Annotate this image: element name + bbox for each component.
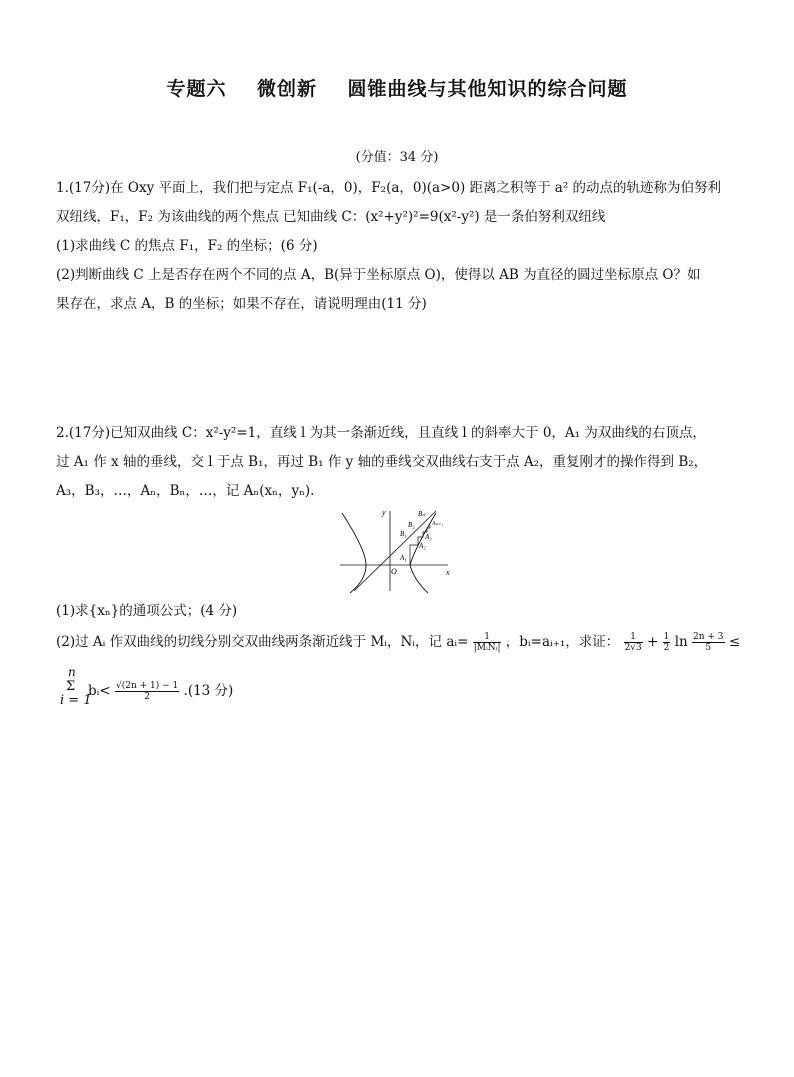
frac-a	[473, 632, 502, 653]
q2-line-4: (1)求{xₙ}的通项公式；(4 分)	[56, 603, 238, 619]
label-b2: B₂	[408, 521, 415, 529]
frac-a-num: 1	[473, 632, 502, 643]
q1-line-2: 双纽线，F₁，F₂ 为该曲线的两个焦点 已知曲线 C：(x²+y²)²=9(x²-y²) 是一条伯努利双纽线	[56, 209, 606, 225]
sum-lower: i = 1	[60, 693, 92, 708]
frac-b-num: 1	[624, 632, 643, 643]
label-y: y	[382, 508, 386, 517]
frac-d-num: 2n + 3	[693, 632, 724, 642]
sum-end-text: .(13 分)	[183, 683, 234, 699]
frac-c	[663, 632, 671, 653]
frac-e-num: √(2n + 1) − 1	[115, 681, 179, 691]
plus-sign: +	[647, 634, 659, 650]
q2-line-3: A₃，B₃，…，Aₙ，Bₙ，…，记 Aₙ(xₙ，yₙ).	[56, 483, 315, 499]
frac-e	[115, 681, 179, 702]
hyperbola-left-branch	[342, 513, 366, 593]
label-x: x	[446, 568, 450, 577]
hyperbola-figure	[336, 505, 460, 593]
label-an1: Aₙ₊₁	[432, 521, 444, 527]
q1-line-4: (2)判断曲线 C 上是否存在两个不同的点 A，B(异于坐标原点 O)，使得以 AB 为直径的圆过坐标原点 O？如	[56, 267, 701, 283]
q1-line-3: (1)求曲线 C 的焦点 F₁，F₂ 的坐标；(6 分)	[56, 238, 318, 254]
frac-d	[692, 632, 725, 653]
sum-upper: n	[68, 665, 76, 679]
frac-a-den: |MᵢNᵢ|	[473, 643, 501, 653]
label-origin: O	[391, 567, 397, 576]
asymptote-line	[354, 511, 436, 591]
frac-b	[624, 632, 643, 653]
ln-text: ln	[674, 634, 688, 650]
q2-line-1: 2.(17分)已知双曲线 C：x²-y²=1，直线 l 为其一条渐近线，且直线 l 的斜率大于 0，A₁ 为双曲线的右顶点，	[56, 425, 706, 441]
frac-b-den: 2√3	[624, 643, 642, 653]
q1-line-1: 1.(17分)在 Oxy 平面上，我们把与定点 F₁(-a，0)，F₂(a，0)(a>0) 距离之积等于 a² 的动点的轨迹称为伯努利	[56, 180, 722, 196]
score-note: (分值：34 分)	[355, 150, 439, 165]
page-title: 专题六 微创新 圆锥曲线与其他知识的综合问题	[166, 78, 628, 100]
label-bn: Bₙ	[418, 510, 426, 518]
q1-line-5: 果存在，求点 A，B 的坐标；如果不存在，请说明理由(11 分)	[56, 296, 427, 312]
frac-d-den: 5	[705, 643, 712, 653]
label-a3: A₃	[425, 533, 432, 541]
q2-line-5-text-a: (2)过 Aᵢ 作双曲线的切线分别交双曲线两条渐近线于 Mᵢ，Nᵢ，记 aᵢ=	[56, 634, 469, 650]
leq-sign: ≤	[728, 634, 741, 650]
summation-block	[60, 665, 260, 711]
label-a2: A₂	[419, 542, 426, 550]
q2-line-2: 过 A₁ 作 x 轴的垂线，交 l 于点 B₁，再过 B₁ 作 y 轴的垂线交双曲线右支于点 A₂，重复刚才的操作得到 B₂，	[56, 454, 708, 470]
frac-c-num: 1	[663, 632, 670, 642]
frac-c-den: 2	[663, 643, 670, 653]
sum-body	[88, 679, 233, 702]
label-a1: A₁	[400, 554, 407, 562]
q2-line-5-text-b: ，bᵢ=aᵢ₊₁，求证：	[505, 634, 620, 650]
label-b1: B₁	[400, 530, 407, 538]
frac-e-den: 2	[144, 692, 150, 702]
sum-sigma: Σ	[66, 679, 76, 694]
sum-b-term: bᵢ<	[88, 683, 111, 699]
q2-line-5	[56, 632, 746, 653]
